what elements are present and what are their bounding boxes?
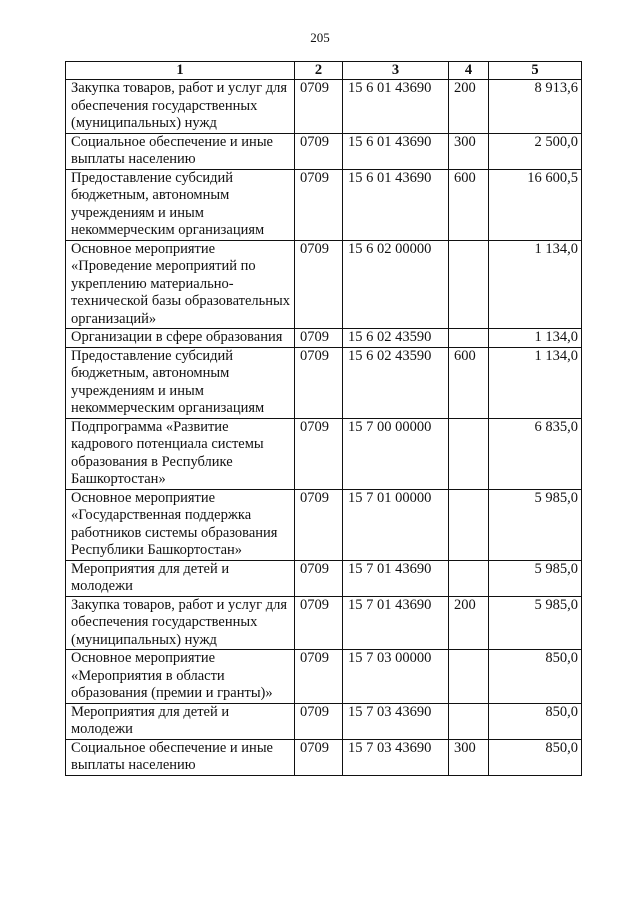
row-name: Социальное обеспечение и иные выплаты населению [66,133,295,169]
table-row [66,329,582,348]
row-expense-type [449,418,489,489]
row-section-code: 0709 [295,80,343,134]
row-target-code: 15 6 01 43690 [343,133,449,169]
row-target-code: 15 6 02 00000 [343,240,449,329]
row-name: Мероприятия для детей и молодежи [66,560,295,596]
table-row [66,347,582,418]
row-expense-type [449,489,489,560]
row-amount: 5 985,0 [489,596,582,650]
row-expense-type [449,240,489,329]
row-name: Социальное обеспечение и иные выплаты населению [66,739,295,775]
row-target-code: 15 7 01 43690 [343,596,449,650]
row-expense-type: 600 [449,347,489,418]
row-amount: 850,0 [489,703,582,739]
row-expense-type [449,650,489,704]
row-section-code: 0709 [295,169,343,240]
row-target-code: 15 7 03 00000 [343,650,449,704]
row-amount: 850,0 [489,739,582,775]
row-amount: 2 500,0 [489,133,582,169]
row-section-code: 0709 [295,703,343,739]
table-row [66,489,582,560]
row-name: Основное мероприятие «Мероприятия в области образования (премии и гранты)» [66,650,295,704]
row-name: Основное мероприятие «Государственная поддержка работников системы образования Республики Башкортостан» [66,489,295,560]
row-expense-type: 300 [449,133,489,169]
row-name: Закупка товаров, работ и услуг для обеспечения государственных (муниципальных) нужд [66,596,295,650]
row-section-code: 0709 [295,240,343,329]
row-section-code: 0709 [295,650,343,704]
row-section-code: 0709 [295,133,343,169]
column-header-name: 1 [66,62,295,80]
page-number: 205 [310,30,330,45]
row-amount: 5 985,0 [489,560,582,596]
row-amount: 5 985,0 [489,489,582,560]
row-target-code: 15 7 03 43690 [343,703,449,739]
table-row [66,169,582,240]
table-row [66,80,582,134]
table-row [66,240,582,329]
row-expense-type: 600 [449,169,489,240]
row-expense-type: 200 [449,596,489,650]
row-amount: 1 134,0 [489,240,582,329]
row-expense-type [449,560,489,596]
row-name: Предоставление субсидий бюджетным, автономным учреждениям и иным некоммерческим организациям [66,347,295,418]
row-name: Закупка товаров, работ и услуг для обеспечения государственных (муниципальных) нужд [66,80,295,134]
row-expense-type [449,703,489,739]
row-target-code: 15 6 01 43690 [343,169,449,240]
row-target-code: 15 6 01 43690 [343,80,449,134]
row-name: Мероприятия для детей и молодежи [66,703,295,739]
row-amount: 16 600,5 [489,169,582,240]
column-header-type: 4 [449,62,489,80]
row-expense-type [449,329,489,348]
row-name: Предоставление субсидий бюджетным, автономным учреждениям и иным некоммерческим организациям [66,169,295,240]
table-row [66,596,582,650]
row-name: Подпрограмма «Развитие кадрового потенциала системы образования в Республике Башкортостан» [66,418,295,489]
row-amount: 1 134,0 [489,347,582,418]
row-section-code: 0709 [295,347,343,418]
row-section-code: 0709 [295,596,343,650]
row-expense-type: 200 [449,80,489,134]
column-header-target: 3 [343,62,449,80]
row-target-code: 15 6 02 43590 [343,329,449,348]
row-amount: 8 913,6 [489,80,582,134]
row-amount: 6 835,0 [489,418,582,489]
table-row [66,133,582,169]
row-expense-type: 300 [449,739,489,775]
table-row [66,418,582,489]
row-name: Организации в сфере образования [66,329,295,348]
table-row [66,703,582,739]
row-section-code: 0709 [295,739,343,775]
row-target-code: 15 7 01 00000 [343,489,449,560]
row-name: Основное мероприятие «Проведение мероприятий по укреплению материально-технической базы образовательных организаций» [66,240,295,329]
column-header-section: 2 [295,62,343,80]
row-target-code: 15 7 03 43690 [343,739,449,775]
table-row [66,560,582,596]
row-section-code: 0709 [295,418,343,489]
column-header-amount: 5 [489,62,582,80]
budget-table [65,61,582,776]
row-section-code: 0709 [295,329,343,348]
table-row [66,739,582,775]
table-row [66,650,582,704]
row-target-code: 15 7 00 00000 [343,418,449,489]
table-header-row [66,62,582,80]
row-section-code: 0709 [295,489,343,560]
row-amount: 850,0 [489,650,582,704]
row-target-code: 15 7 01 43690 [343,560,449,596]
row-amount: 1 134,0 [489,329,582,348]
row-target-code: 15 6 02 43590 [343,347,449,418]
row-section-code: 0709 [295,560,343,596]
